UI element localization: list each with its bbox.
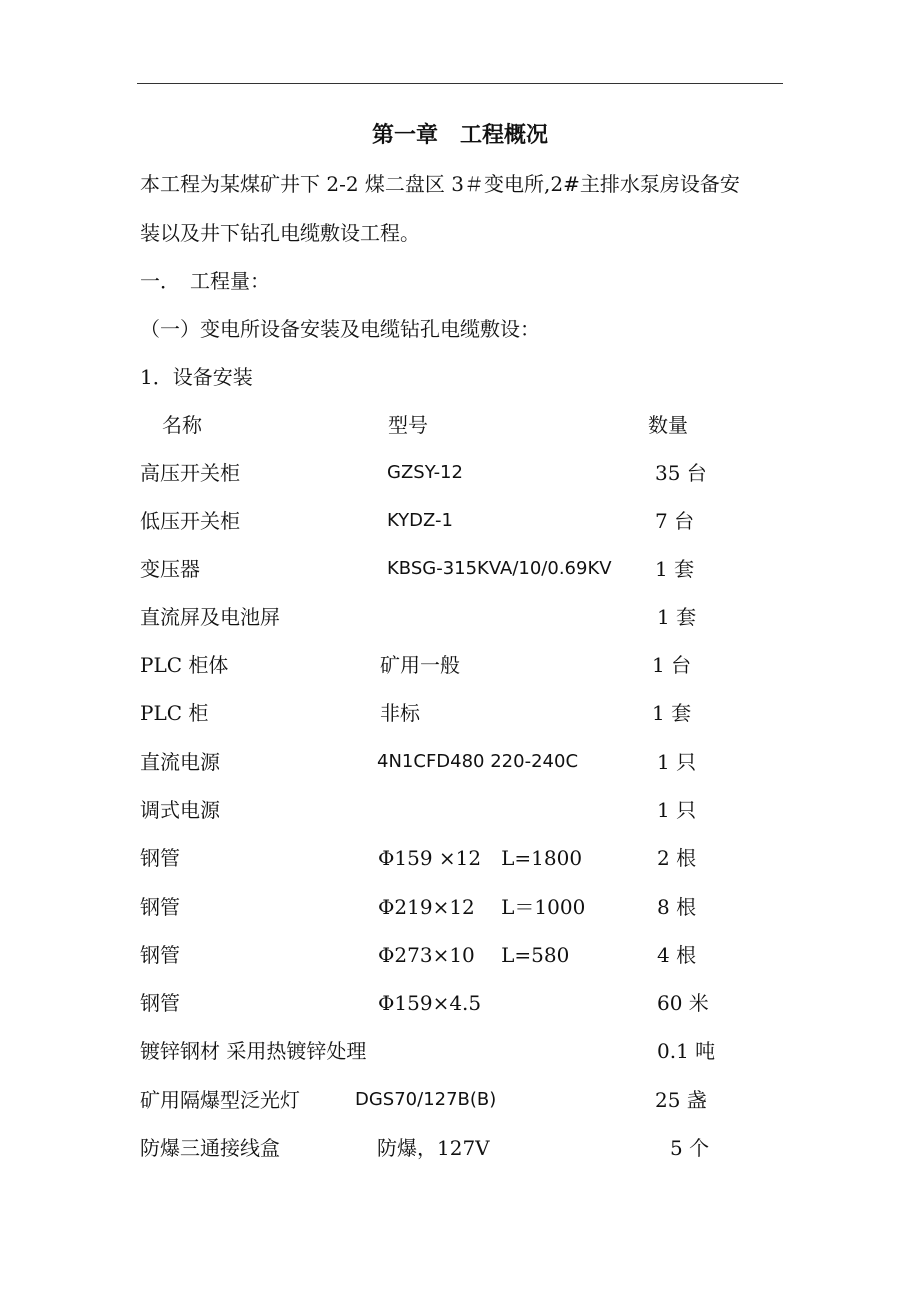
row-name: 防爆三通接线盒 bbox=[140, 1136, 280, 1160]
row-qty: 1 只 bbox=[657, 798, 697, 822]
table-row bbox=[0, 458, 920, 488]
header-rule bbox=[137, 83, 783, 84]
row-model: DGS70/127B(B) bbox=[355, 1089, 497, 1110]
row-qty: 1 套 bbox=[657, 605, 697, 629]
row-qty: 1 只 bbox=[657, 750, 697, 774]
table-row bbox=[0, 795, 920, 825]
row-name: PLC 柜体 bbox=[140, 653, 229, 677]
row-qty: 1 套 bbox=[655, 557, 695, 581]
table-row bbox=[0, 506, 920, 536]
row-qty: 2 根 bbox=[657, 846, 697, 870]
table-row bbox=[0, 747, 920, 777]
table-row bbox=[0, 940, 920, 970]
table-row bbox=[0, 1133, 920, 1163]
row-qty: 1 套 bbox=[652, 701, 692, 725]
row-model: Φ219×12 L＝1000 bbox=[378, 895, 586, 919]
row-name: 钢管 bbox=[140, 991, 180, 1015]
row-model: Φ159 ×12 L=1800 bbox=[378, 846, 583, 870]
row-name: 低压开关柜 bbox=[140, 509, 240, 533]
row-model: Φ273×10 L=580 bbox=[378, 943, 570, 967]
intro-line-2: 装以及井下钻孔电缆敷设工程。 bbox=[140, 221, 420, 245]
row-model: 防爆，127V bbox=[377, 1136, 490, 1160]
row-name: 直流电源 bbox=[140, 750, 220, 774]
row-name: PLC 柜 bbox=[140, 701, 209, 725]
row-name: 钢管 bbox=[140, 943, 180, 967]
row-qty: 25 盏 bbox=[655, 1088, 707, 1112]
row-name: 钢管 bbox=[140, 846, 180, 870]
row-qty: 7 台 bbox=[655, 509, 695, 533]
row-qty: 35 台 bbox=[655, 461, 707, 485]
row-qty: 8 根 bbox=[657, 895, 697, 919]
row-model: 矿用一般 bbox=[380, 653, 460, 677]
table-row bbox=[0, 650, 920, 680]
row-name: 变压器 bbox=[140, 557, 200, 581]
row-model: Φ159×4.5 bbox=[378, 991, 482, 1015]
row-name: 钢管 bbox=[140, 895, 180, 919]
header-qty: 数量 bbox=[648, 413, 688, 437]
table-row bbox=[0, 1036, 920, 1066]
item-heading: 1．设备安装 bbox=[140, 365, 253, 389]
table-row bbox=[0, 698, 920, 728]
row-name: 直流屏及电池屏 bbox=[140, 605, 280, 629]
header-model: 型号 bbox=[388, 413, 428, 437]
chapter-title: 第一章 工程概况 bbox=[371, 123, 548, 148]
row-name: 矿用隔爆型泛光灯 bbox=[140, 1088, 300, 1112]
table-row bbox=[0, 602, 920, 632]
subsection-heading: （一）变电所设备安装及电缆钻孔电缆敷设： bbox=[140, 317, 540, 341]
row-qty: 0.1 吨 bbox=[657, 1039, 716, 1063]
row-model: 4N1CFD480 220-240C bbox=[377, 751, 579, 772]
table-row bbox=[0, 892, 920, 922]
row-model: KYDZ-1 bbox=[387, 510, 453, 531]
row-qty: 5 个 bbox=[670, 1136, 710, 1160]
table-header bbox=[0, 410, 920, 440]
row-name: 高压开关柜 bbox=[140, 461, 240, 485]
section-heading: 一． 工程量： bbox=[140, 269, 270, 293]
header-name: 名称 bbox=[162, 413, 202, 437]
row-qty: 4 根 bbox=[657, 943, 697, 967]
row-model: KBSG-315KVA/10/0.69KV bbox=[387, 558, 612, 579]
table-row bbox=[0, 1085, 920, 1115]
intro-line-1: 本工程为某煤矿井下 2-2 煤二盘区 3＃变电所,2#主排水泵房设备安 bbox=[140, 172, 740, 196]
row-name: 镀锌钢材 采用热镀锌处理 bbox=[140, 1039, 367, 1063]
row-model: 非标 bbox=[380, 701, 420, 725]
table-row bbox=[0, 843, 920, 873]
table-row bbox=[0, 554, 920, 584]
row-qty: 60 米 bbox=[657, 991, 709, 1015]
row-name: 调式电源 bbox=[140, 798, 220, 822]
row-qty: 1 台 bbox=[652, 653, 692, 677]
table-row bbox=[0, 988, 920, 1018]
row-model: GZSY-12 bbox=[387, 462, 463, 483]
